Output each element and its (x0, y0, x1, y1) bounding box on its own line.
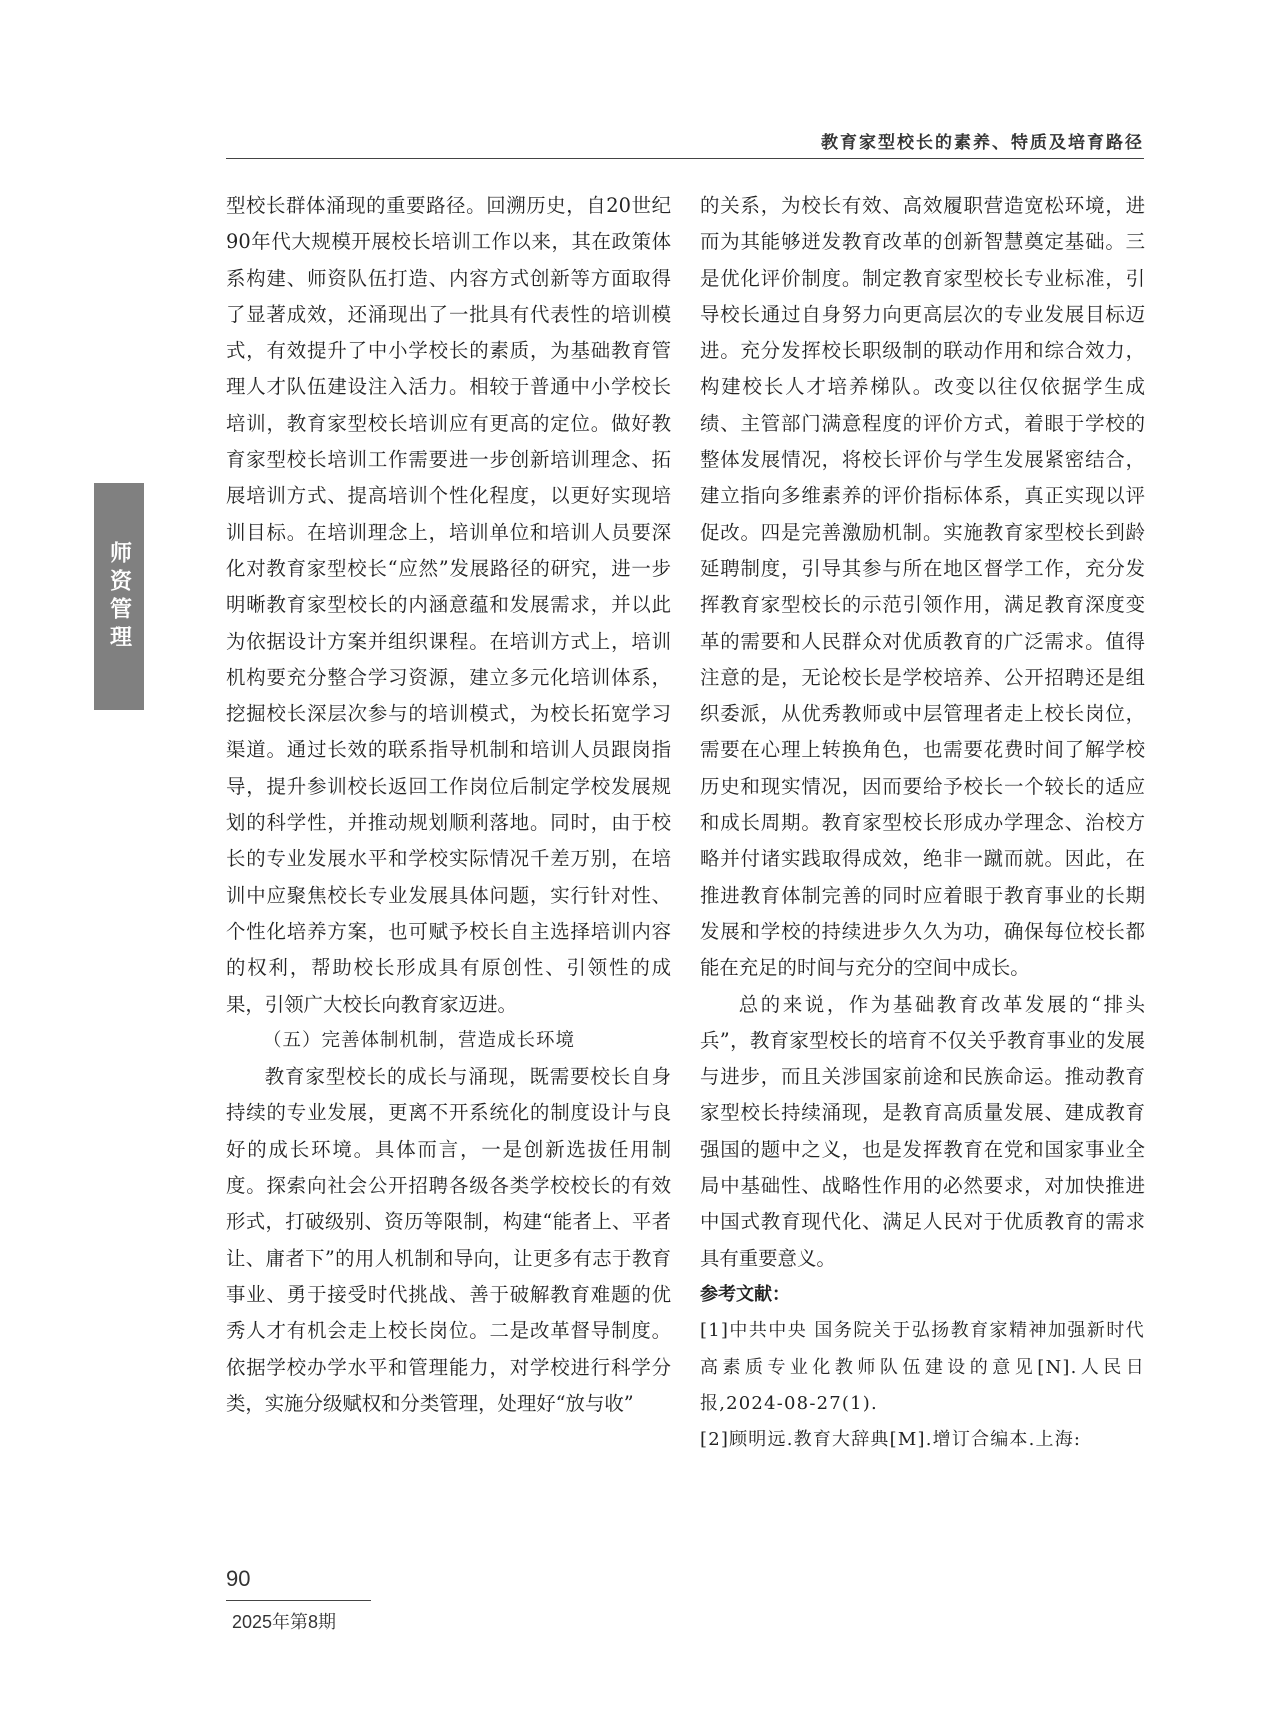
left-column (226, 188, 671, 1422)
references-heading: 参考文献： (700, 1283, 790, 1305)
page-number: 90 (226, 1566, 251, 1591)
left-paragraph-2: 教育家型校长的成长与涌现，既需要校长自身持续的专业发展，更离不开系统化的制度设计与良好的成长环境。具体而言，一是创新选拔任用制度。探索向社会公开招聘各级各类学校校长的有效形式，打破级别、资历等限制，构建“能者上、平者让、庸者下”的用人机制和导向，让更多有志于教育事业、勇于接受时代挑战、善于破解教育难题的优秀人才有机会走上校长岗位。二是改革督导制度。依据学校办学水平和管理能力，对学校进行科学分类，实施分级赋权和分类管理，处理好“放与收” (226, 1065, 671, 1415)
section-tab-label: 师资管理 (106, 540, 132, 653)
section-subheading: （五）完善体制机制，营造成长环境 (263, 1029, 576, 1051)
header-rule (226, 158, 1144, 159)
section-side-tab (94, 483, 144, 710)
right-paragraph-1: 的关系，为校长有效、高效履职营造宽松环境，进而为其能够迸发教育改革的创新智慧奠定基础。三是优化评价制度。制定教育家型校长专业标准，引导校长通过自身努力向更高层次的专业发展目标迈进。充分发挥校长职级制的联动作用和综合效力，构建校长人才培养梯队。改变以往仅依据学生成绩、主管部门满意程度的评价方式，着眼于学校的整体发展情况，将校长评价与学生发展紧密结合，建立指向多维素养的评价指标体系，真正实现以评促改。四是完善激励机制。实施教育家型校长到龄延聘制度，引导其参与所在地区督学工作，充分发挥教育家型校长的示范引领作用，满足教育深度变革的需要和人民群众对优质教育的广泛需求。值得注意的是，无论校长是学校培养、公开招聘还是组织委派，从优秀教师或中层管理者走上校长岗位，需要在心理上转换角色，也需要花费时间了解学校历史和现实情况，因而要给予校长一个较长的适应和成长周期。教育家型校长形成办学理念、治校方略并付诸实践取得成效，绝非一蹴而就。因此，在推进教育体制完善的同时应着眼于教育事业的长期发展和学校的持续进步久久为功，确保每位校长都能在充足的时间与充分的空间中成长。 (700, 194, 1145, 980)
footer-rule (226, 1600, 371, 1601)
running-head-title: 教育家型校长的素养、特质及培育路径 (821, 133, 1144, 153)
reference-item-2: [2]顾明远.教育大辞典[M].增订合编本.上海: (700, 1429, 1082, 1451)
right-column (700, 188, 1145, 1458)
right-paragraph-2: 总的来说，作为基础教育改革发展的“排头兵”，教育家型校长的培育不仅关乎教育事业的发展与进步，而且关涉国家前途和民族命运。推动教育家型校长持续涌现，是教育高质量发展、建成教育强国的题中之义，也是发挥教育在党和国家事业全局中基础性、战略性作用的必然要求，对加快推进中国式教育现代化、满足人民对于优质教育的需求具有重要意义。 (700, 992, 1145, 1270)
reference-item-1: [1]中共中央 国务院关于弘扬教育家精神加强新时代高素质专业化教师队伍建设的意见[N].人民日报,2024-08-27(1). (700, 1320, 1145, 1414)
left-paragraph-1: 型校长群体涌现的重要路径。回溯历史，自20世纪90年代大规模开展校长培训工作以来，其在政策体系构建、师资队伍打造、内容方式创新等方面取得了显著成效，还涌现出了一批具有代表性的培训模式，有效提升了中小学校长的素质，为基础教育管理人才队伍建设注入活力。相较于普通中小学校长培训，教育家型校长培训应有更高的定位。做好教育家型校长培训工作需要进一步创新培训理念、拓展培训方式、提高培训个性化程度，以更好实现培训目标。在培训理念上，培训单位和培训人员要深化对教育家型校长“应然”发展路径的研究，进一步明晰教育家型校长的内涵意蕴和发展需求，并以此为依据设计方案并组织课程。在培训方式上，培训机构要充分整合学习资源，建立多元化培训体系，挖掘校长深层次参与的培训模式，为校长拓宽学习渠道。通过长效的联系指导机制和培训人员跟岗指导，提升参训校长返回工作岗位后制定学校发展规划的科学性，并推动规划顺利落地。同时，由于校长的专业发展水平和学校实际情况千差万别，在培训中应聚焦校长专业发展具体问题，实行针对性、个性化培养方案，也可赋予校长自主选择培训内容的权利，帮助校长形成具有原创性、引领性的成果，引领广大校长向教育家迈进。 (226, 194, 671, 1016)
issue-label: 2025年第8期 (232, 1612, 337, 1632)
